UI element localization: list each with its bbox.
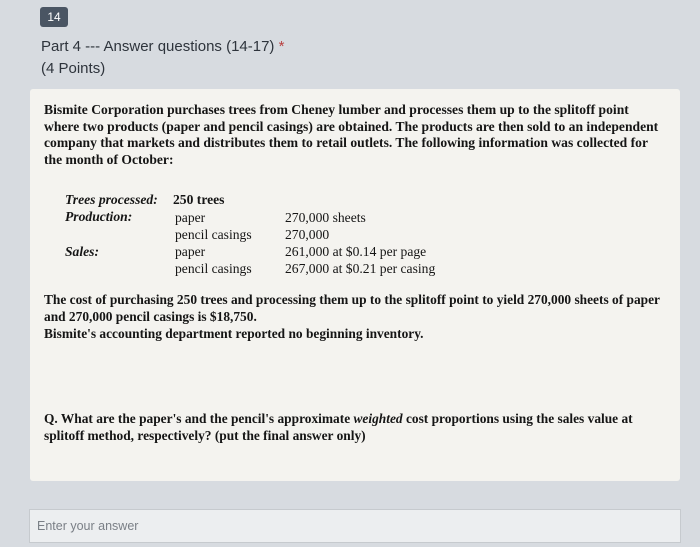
- points-label: (4 Points): [41, 60, 106, 77]
- section-title-text: Part 4 --- Answer questions (14-17): [41, 38, 275, 55]
- sales-value-pencil: 267,000 at $0.21 per casing: [285, 261, 436, 276]
- production-label: Production:: [65, 209, 133, 224]
- question-text: [44, 410, 664, 444]
- question-prefix: Q. What are the paper's and the pencil's approximate: [44, 411, 354, 426]
- answer-input[interactable]: Enter your answer: [29, 509, 681, 543]
- sales-label: Sales:: [65, 244, 99, 259]
- inventory-text: Bismite's accounting department reported no beginning inventory.: [44, 326, 424, 341]
- cost-text: The cost of purchasing 250 trees and processing them up to the splitoff point to yield 270,000 sheets of paper and 270,000 pencil casings is $18,750.: [44, 292, 660, 324]
- production-value-paper: 270,000 sheets: [285, 210, 366, 225]
- sales-product-paper: paper: [175, 244, 206, 259]
- question-number-badge: 14: [40, 7, 68, 27]
- trees-label: Trees processed:: [65, 192, 158, 207]
- question-emphasis: weighted: [353, 411, 403, 426]
- required-marker: *: [278, 38, 285, 55]
- intro-paragraph: Bismite Corporation purchases trees from Cheney lumber and processes them up to the splitoff point where two products (paper and pencil casings) are obtained. The products are then sold to an independent company that markets and distributes them to retail outlets. The following information was collected for the month of October:: [44, 102, 659, 167]
- question-suffix: cost proportions using the sales value at splitoff method, respectively? (put the final answer only): [44, 411, 633, 443]
- section-title: [41, 38, 284, 55]
- production-product-pencil: pencil casings: [175, 227, 252, 242]
- production-product-paper: paper: [175, 210, 206, 225]
- cost-paragraph: [44, 291, 664, 342]
- sales-value-paper: 261,000 at $0.14 per page: [285, 244, 427, 259]
- trees-value: 250 trees: [173, 192, 225, 207]
- production-value-pencil: 270,000: [285, 227, 330, 242]
- sales-product-pencil: pencil casings: [175, 261, 252, 276]
